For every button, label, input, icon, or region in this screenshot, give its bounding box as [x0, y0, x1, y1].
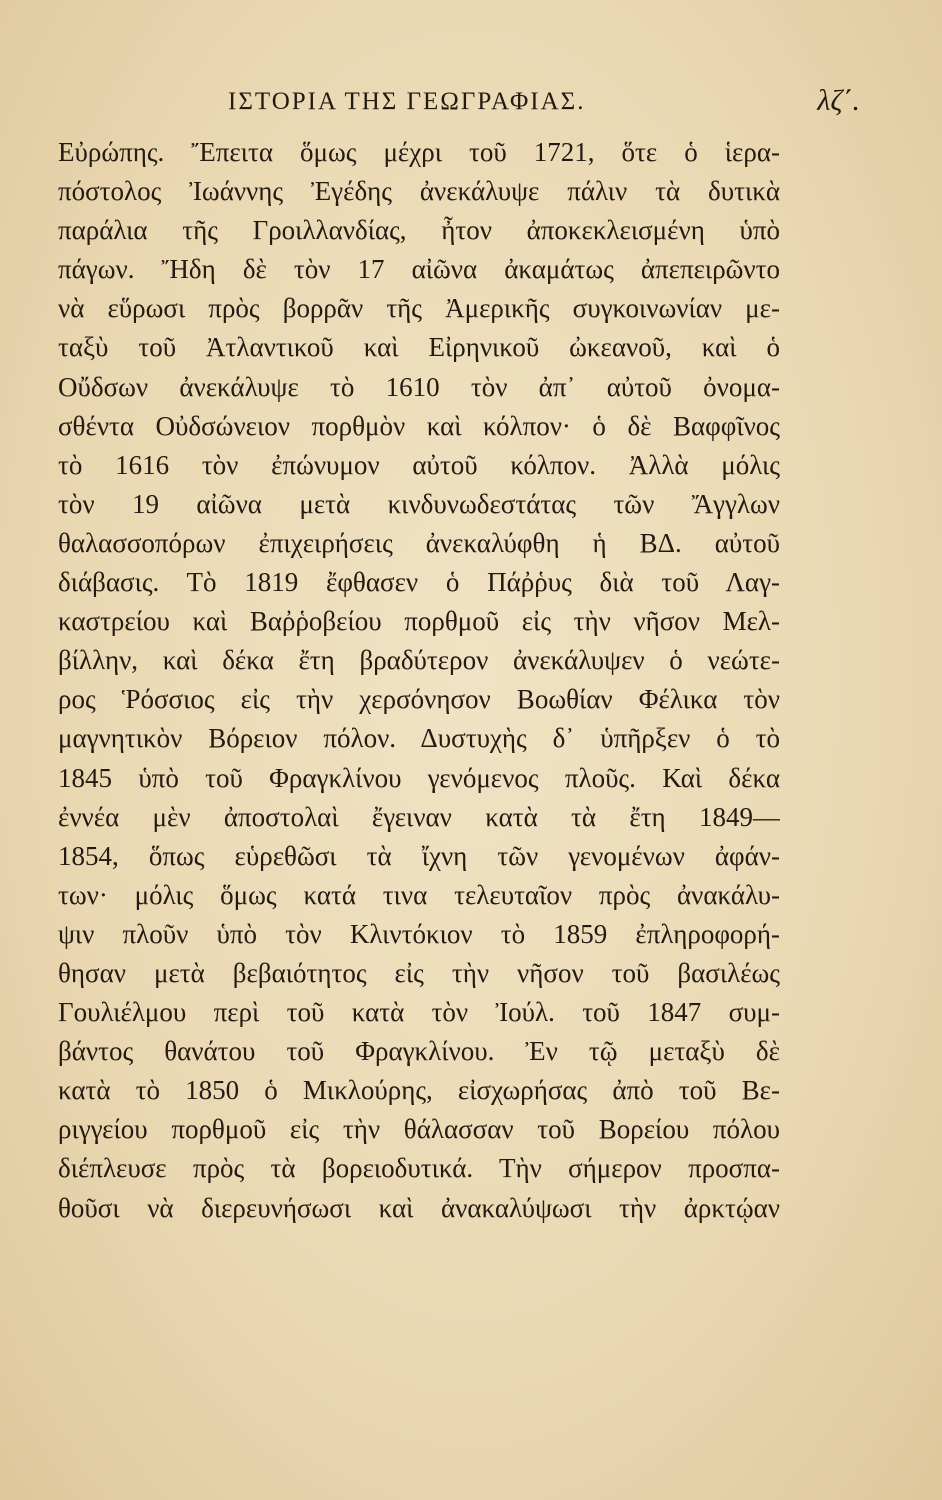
text-line: ἐννέα μὲν ἀποστολαὶ ἔγειναν κατὰ τὰ ἔτη 1849—: [58, 801, 780, 832]
text-line: σθέντα Οὐδσώνειον πορθμὸν καὶ κόλπον· ὁ δὲ Βαφφῖνος: [58, 410, 780, 441]
page-number: λζ΄.: [817, 84, 860, 117]
text-line: ριγγείου πορθμοῦ εἰς τὴν θάλασσαν τοῦ Βορείου πόλου: [58, 1114, 780, 1145]
text-line: μαγνητικὸν Βόρειον πόλον. Δυστυχὴς δ᾽ ὑπῆρξεν ὁ τὸ: [58, 723, 780, 754]
text-line: τὸ 1616 τὸν ἐπώνυμον αὐτοῦ κόλπον. Ἀλλὰ μόλις: [58, 449, 780, 480]
body-text: [58, 133, 780, 1228]
text-line: παράλια τῆς Γροιλλανδίας, ἦτον ἀποκεκλεισμένη ὑπὸ: [58, 215, 780, 246]
text-line: καστρείου καὶ Βαῤῥοβείου πορθμοῦ εἰς τὴν νῆσον Μελ-: [58, 606, 780, 637]
text-line: Οὔδσων ἀνεκάλυψε τὸ 1610 τὸν ἀπ᾽ αὐτοῦ ὀνομα-: [58, 371, 780, 402]
text-line: 1845 ὑπὸ τοῦ Φραγκλίνου γενόμενος πλοῦς. Καὶ δέκα: [58, 762, 780, 793]
text-line: κατὰ τὸ 1850 ὁ Μικλούρης, εἰσχωρήσας ἀπὸ τοῦ Βε-: [58, 1075, 780, 1106]
text-line: νὰ εὕρωσι πρὸς βορρᾶν τῆς Ἀμερικῆς συγκοινωνίαν με-: [58, 293, 780, 324]
text-line: ρος Ῥόσσιος εἰς τὴν χερσόνησον Βοωθίαν Φέλικα τὸν: [58, 684, 780, 715]
text-line: ψιν πλοῦν ὑπὸ τὸν Κλιντόκιον τὸ 1859 ἐπληροφορή-: [58, 918, 780, 949]
text-line: Γουλιέλμου περὶ τοῦ κατὰ τὸν Ἰούλ. τοῦ 1847 συμ-: [58, 997, 780, 1028]
text-line: διέπλευσε πρὸς τὰ βορειοδυτικά. Τὴν σήμερον προσπα-: [58, 1153, 780, 1184]
text-line: θησαν μετὰ βεβαιότητος εἰς τὴν νῆσον τοῦ βασιλέως: [58, 957, 780, 988]
running-head: [60, 84, 860, 128]
text-line: 1854, ὅπως εὑρεθῶσι τὰ ἴχνη τῶν γενομένων ἀφάν-: [58, 840, 780, 871]
text-line: πόστολος Ἰωάννης Ἐγέδης ἀνεκάλυψε πάλιν τὰ δυτικὰ: [58, 176, 780, 207]
text-line: τὸν 19 αἰῶνα μετὰ κινδυνωδεστάτας τῶν Ἄγγλων: [58, 488, 780, 519]
running-title: ΙΣΤΟΡΙΑ ΤΗΣ ΓΕΩΓΡΑΦΙΑΣ.: [228, 88, 586, 115]
text-line: θοῦσι νὰ διερευνήσωσι καὶ ἀνακαλύψωσι τὴν ἀρκτῴαν: [58, 1192, 780, 1223]
text-line: βάντος θανάτου τοῦ Φραγκλίνου. Ἐν τῷ μεταξὺ δὲ: [58, 1036, 780, 1067]
text-line: των· μόλις ὅμως κατά τινα τελευταῖον πρὸς ἀνακάλυ-: [58, 879, 780, 910]
text-line: Εὐρώπης. Ἔπειτα ὅμως μέχρι τοῦ 1721, ὅτε ὁ ἱερα-: [58, 137, 780, 167]
text-line: βίλλην, καὶ δέκα ἔτη βραδύτερον ἀνεκάλυψεν ὁ νεώτε-: [58, 645, 780, 676]
text-line: διάβασις. Τὸ 1819 ἔφθασεν ὁ Πάῤῥυς διὰ τοῦ Λαγ-: [58, 567, 780, 598]
text-line: πάγων. Ἤδη δὲ τὸν 17 αἰῶνα ἀκαμάτως ἀπεπειρῶντο: [58, 254, 780, 285]
text-line: ταξὺ τοῦ Ἀτλαντικοῦ καὶ Εἰρηνικοῦ ὠκεανοῦ, καὶ ὁ: [58, 332, 780, 363]
text-line: θαλασσοπόρων ἐπιχειρήσεις ἀνεκαλύφθη ἡ ΒΔ. αὐτοῦ: [58, 527, 780, 558]
